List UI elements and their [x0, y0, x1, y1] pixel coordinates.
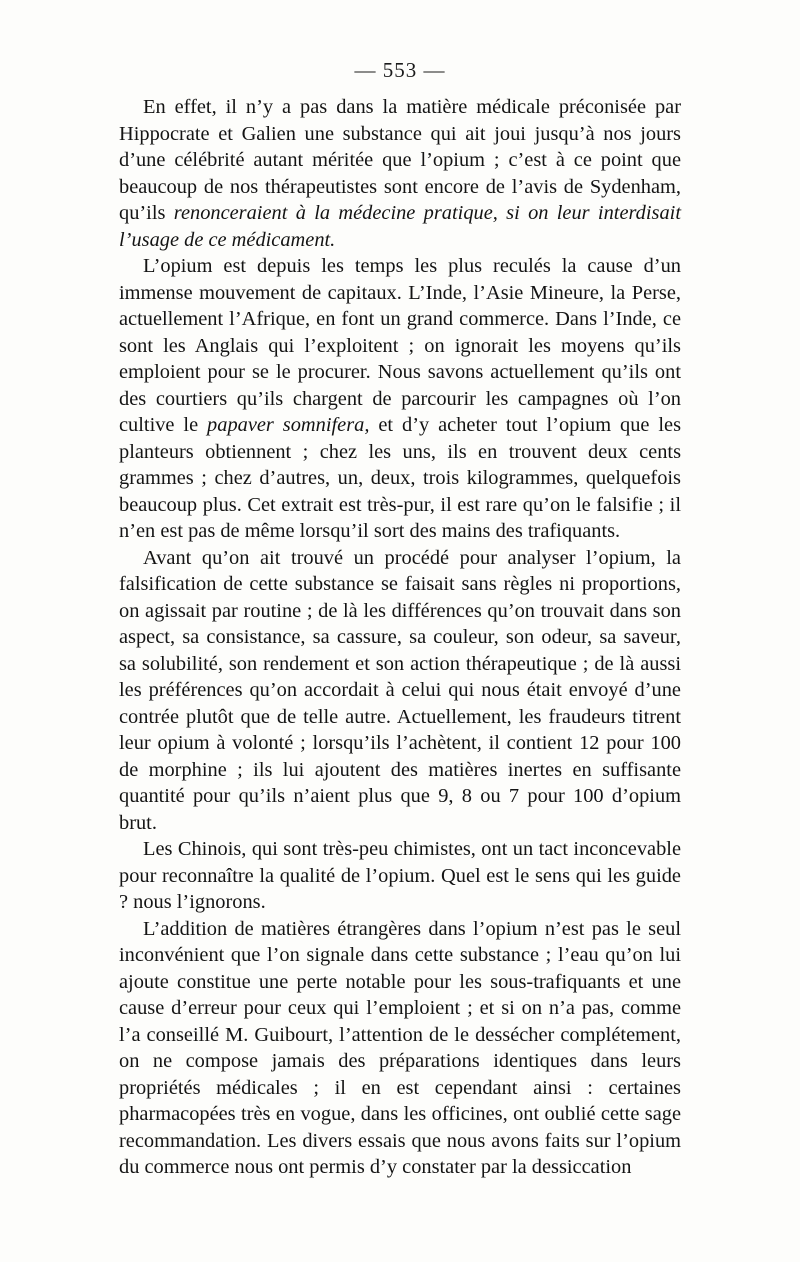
- paragraph: [119, 836, 681, 916]
- page-number: — 553 —: [354, 58, 446, 82]
- text-segment: L’addition de matières étrangères dans l’opium n’est pas le seul inconvénient que l’on signale dans cette substance ; l’eau qu’on lui ajoute constitue une perte notable pour les sous-trafiquants et une cause d’erreur pour ceux qui l’emploient ; et si on n’a pas, comme l’a conseillé M. Guibourt, l’attention de le dessécher complétement, on ne compose jamais des préparations identiques dans leurs propriétés médicales ; il en est cependant ainsi : certaines pharmacopées très en vogue, dans les officines, ont oublié cette sage recommandation. Les divers essais que nous avons faits sur l’opium du commerce nous ont permis d’y constater par la dessiccation: [119, 917, 681, 1178]
- text-segment: En effet, il n’y a pas dans la matière médicale préconisée par Hippocrate et Galien une substance qui ait joui jusqu’à nos jours d’une célébrité autant méritée que l’opium ; c’est à ce point que beaucoup de nos thérapeutistes sont encore de l’avis de Sydenham, qu’ils: [119, 96, 681, 224]
- text-segment: L’opium est depuis les temps les plus reculés la cause d’un immense mouvement de capitaux. L’Inde, l’Asie Mineure, la Perse, actuellement l’Afrique, en font un grand commerce. Dans l’Inde, ce sont les Anglais qui l’exploitent ; on ignorait les moyens qu’ils emploient pour se le procurer. Nous savons actuellement qu’ils ont des courtiers qu’ils chargent de parcourir les campagnes où l’on cultive le: [119, 255, 681, 436]
- paragraph: [119, 94, 681, 253]
- text-segment: Les Chinois, qui sont très-peu chimistes, ont un tact inconcevable pour reconnaître la qualité de l’opium. Quel est le sens qui les guide ? nous l’ignorons.: [119, 838, 681, 913]
- body-text: [119, 94, 681, 1181]
- italic-segment: renonceraient à la médecine pratique, si on leur interdisait l’usage de ce médicament.: [119, 202, 681, 251]
- italic-segment: papaver somnifera,: [207, 414, 370, 436]
- paragraph: [119, 253, 681, 545]
- paragraph: [119, 545, 681, 837]
- text-segment: Avant qu’on ait trouvé un procédé pour analyser l’opium, la falsification de cette substance se faisait sans règles ni proportions, on agissait par routine ; de là les différences qu’on trouvait dans son aspect, sa consistance, sa cassure, sa couleur, son odeur, sa saveur, sa solubilité, son rendement et son action thérapeutique ; de là aussi les préférences qu’on accordait à celui qui nous était envoyé d’une contrée plutôt que de telle autre. Actuellement, les fraudeurs titrent leur opium à volonté ; lorsqu’ils l’achètent, il contient 12 pour 100 de morphine ; ils lui ajoutent des matières inertes en suffisante quantité pour qu’ils n’aient plus que 9, 8 ou 7 pour 100 d’opium brut.: [119, 546, 681, 834]
- text-segment: et d’y acheter tout l’opium que les planteurs obtiennent ; chez les uns, ils en trouvent deux cents grammes ; chez d’autres, un, deux, trois kilogrammes, quelquefois beaucoup plus. Cet extrait est très-pur, il est rare qu’on le falsifie ; il n’en est pas de même lorsqu’il sort des mains des trafiquants.: [119, 414, 682, 542]
- paragraph: [119, 916, 681, 1181]
